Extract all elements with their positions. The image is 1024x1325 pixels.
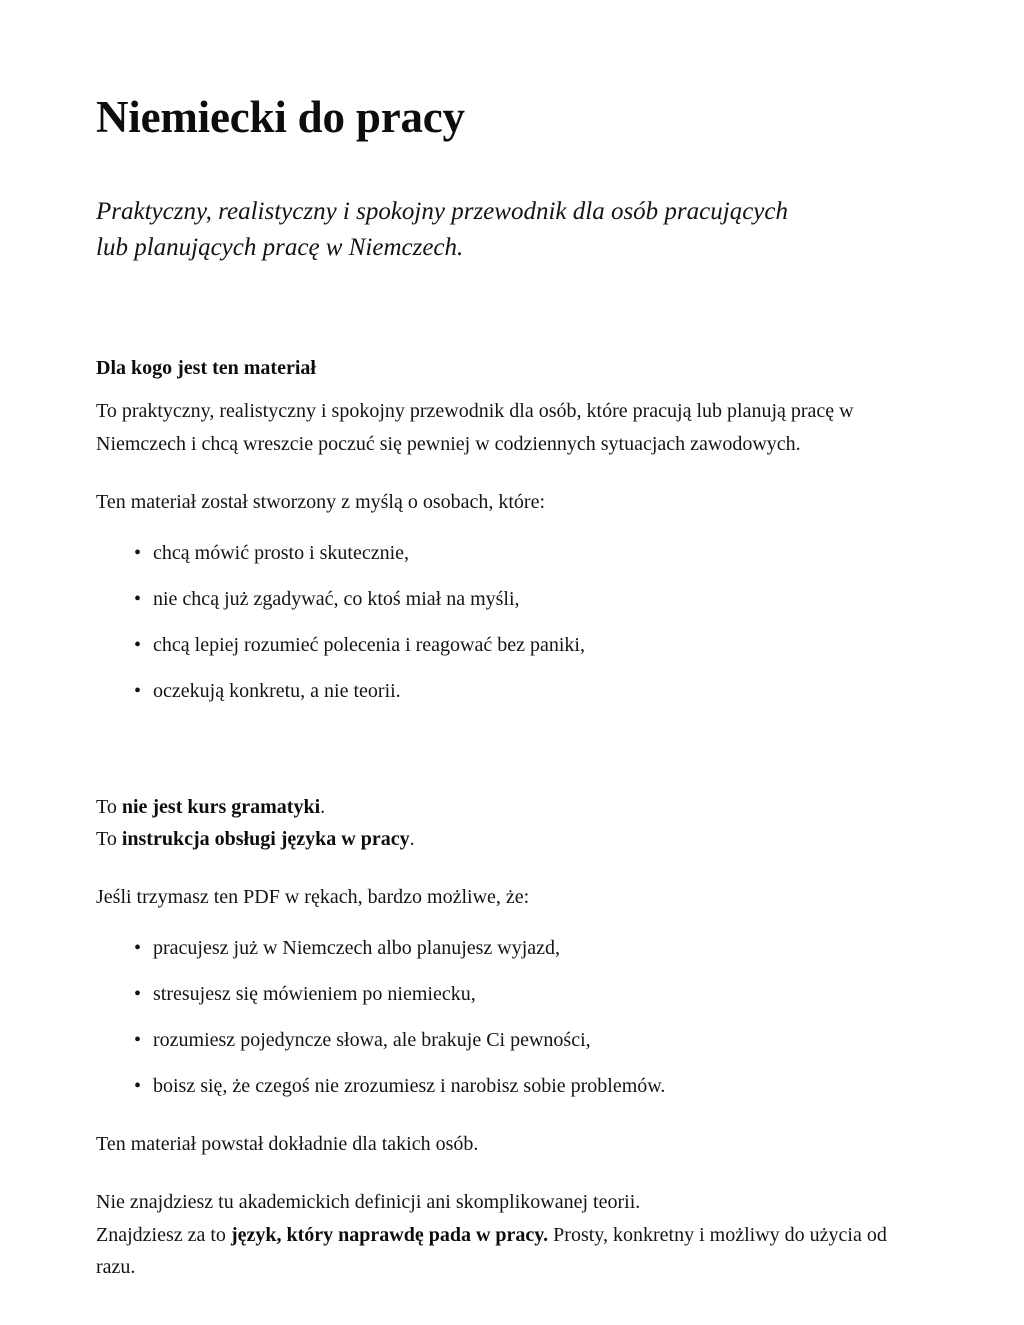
promise-line2-prefix: Znajdziesz za to bbox=[96, 1223, 231, 1246]
statement-line1-bold: nie jest kurs gramatyki bbox=[121, 795, 321, 818]
statement-line2-suffix: . bbox=[409, 827, 415, 850]
list-item: • nie chcą już zgadywać, co ktoś miał na myśli, bbox=[96, 583, 928, 615]
audience-list-lead: Ten materiał został stworzony z myślą o osobach, które: bbox=[96, 491, 546, 514]
list-item: • oczekują konkretu, a nie teorii. bbox=[96, 675, 928, 707]
audience-bullet-list bbox=[96, 519, 928, 707]
statement-block bbox=[96, 707, 928, 856]
statement-line2-bold: instrukcja obsługi języka w pracy bbox=[121, 827, 410, 850]
promise-line2-suffix: Prosty, konkretny i możliwy do użycia od razu. bbox=[96, 1223, 887, 1278]
list-item: • boisz się, że czegoś nie zrozumiesz i narobisz sobie problemów. bbox=[96, 1070, 928, 1102]
document-subtitle: Praktyczny, realistyczny i spokojny przewodnik dla osób pracujących lub planujących pracę w Niemczech. bbox=[96, 198, 788, 262]
section-heading-audience: Dla kogo jest ten materiał bbox=[96, 357, 316, 380]
audience-intro-paragraph: To praktyczny, realistyczny i spokojny przewodnik dla osób, które pracują lub planują pracę w Niemczech i chcą wreszcie poczuć się pewniej w codziennych sytuacjach zawodowych. bbox=[96, 400, 854, 455]
promise-line2-bold: język, który naprawdę pada w pracy. bbox=[230, 1223, 549, 1246]
statement-line1-prefix: To bbox=[96, 795, 122, 818]
list-item: • stresujesz się mówieniem po niemiecku, bbox=[96, 978, 928, 1010]
page-title: Niemiecki do pracy bbox=[96, 92, 465, 142]
list-item: • pracujesz już w Niemczech albo planujesz wyjazd, bbox=[96, 932, 928, 964]
reader-bullet-list bbox=[96, 914, 928, 1102]
reader-list-lead: Jeśli trzymasz ten PDF w rękach, bardzo możliwe, że: bbox=[96, 886, 530, 909]
statement-line1-suffix: . bbox=[320, 795, 326, 818]
list-item: • chcą lepiej rozumieć polecenia i reagować bez paniki, bbox=[96, 629, 928, 661]
list-item: • rozumiesz pojedyncze słowa, ale brakuje Ci pewności, bbox=[96, 1024, 928, 1056]
reader-closing-paragraph: Ten materiał powstał dokładnie dla takich osób. bbox=[96, 1132, 479, 1155]
statement-line2-prefix: To bbox=[96, 827, 122, 850]
list-item: • chcą mówić prosto i skutecznie, bbox=[96, 537, 928, 569]
promise-line1: Nie znajdziesz tu akademickich definicji ani skomplikowanej teorii. bbox=[96, 1191, 641, 1214]
promise-paragraph bbox=[96, 1160, 928, 1283]
